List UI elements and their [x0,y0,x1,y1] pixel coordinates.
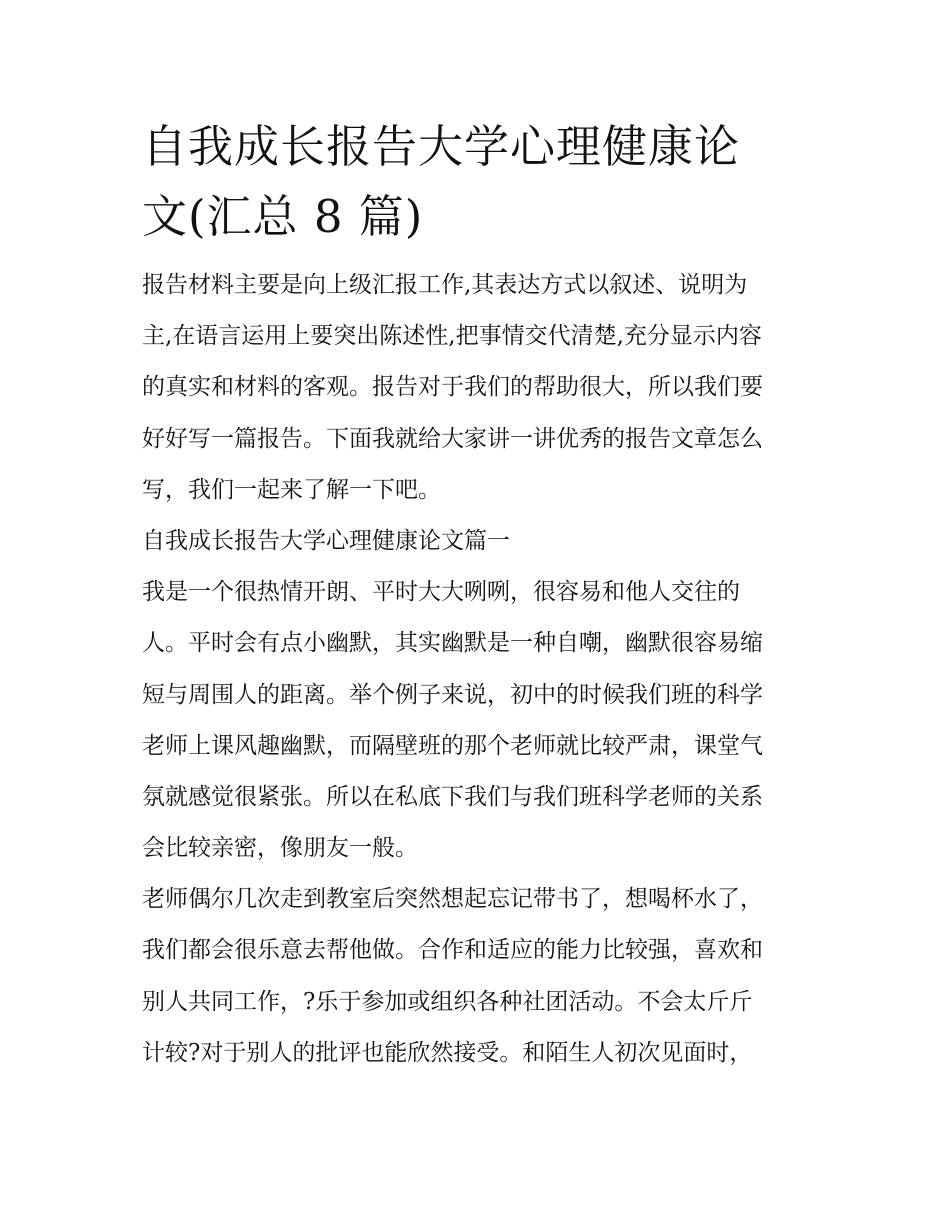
section-heading [142,516,814,567]
text-line: 计较?对于别人的批评也能欣然接受。和陌生人初次见面时， [142,1039,753,1066]
text-line: 我们都会很乐意去帮他做。合作和适应的能力比较强，喜欢和 [142,937,763,964]
text-line: 氛就感觉很紧张。所以在私底下我们与我们班科学老师的关系 [142,783,763,810]
text-line: 主,在语言运用上要突出陈述性,把事情交代清楚,充分显示内容 [142,323,762,350]
text-line: 会比较亲密，像朋友一般。 [142,835,418,862]
text-line: 写，我们一起来了解一下吧。 [142,476,441,503]
title-line-1: 自我成长报告大学心理健康论 [142,120,741,173]
text-line: 自我成长报告大学心理健康论文篇一 [142,527,510,554]
text-line: 的真实和材料的客观。报告对于我们的帮助很大，所以我们要 [142,374,763,401]
document-content [142,112,814,1079]
text-line: 老师上课风趣幽默，而隔壁班的那个老师就比较严肃，课堂气 [142,732,763,759]
intro-paragraph [142,260,814,516]
document-title [142,112,814,252]
text-line: 好好写一篇报告。下面我就给大家讲一讲优秀的报告文章怎么 [142,425,763,452]
text-line: 别人共同工作，?乐于参加或组织各种社团活动。不会太斤斤 [142,988,753,1015]
text-line: 报告材料主要是向上级汇报工作,其表达方式以叙述、说明为 [142,272,748,298]
text-line: 我是一个很热情开朗、平时大大咧咧，很容易和他人交往的 [142,579,740,606]
text-line: 老师偶尔几次走到教室后突然想起忘记带书了，想喝杯水了， [142,886,763,913]
text-line: 短与周围人的距离。举个例子来说，初中的时候我们班的科学 [142,681,763,708]
text-line: 人。平时会有点小幽默，其实幽默是一种自嘲，幽默很容易缩 [142,630,763,657]
body-paragraph-1 [142,567,814,874]
title-line-2: 文(汇总 8 篇) [142,190,424,243]
body-paragraph-2 [142,874,814,1079]
